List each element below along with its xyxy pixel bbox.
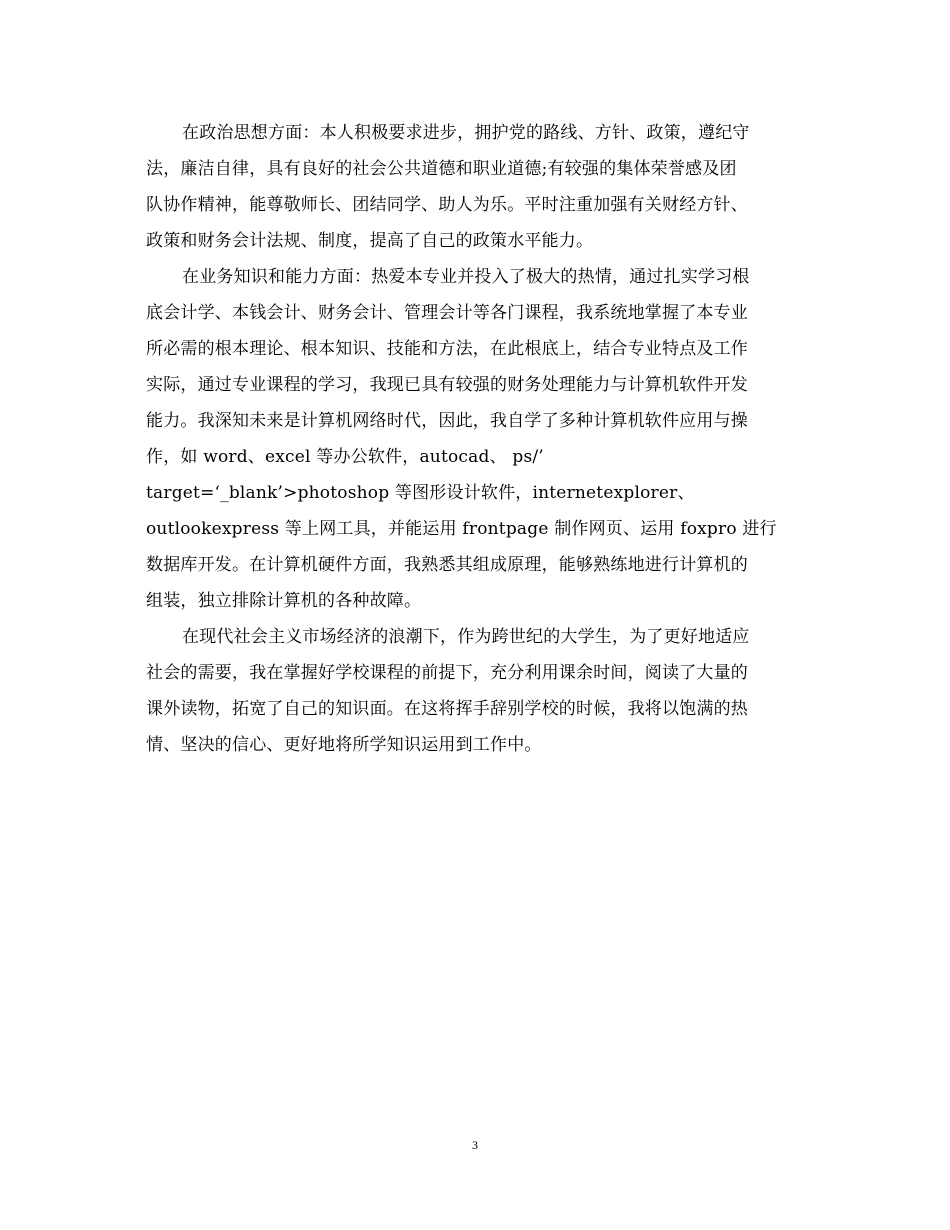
text-line: outlookexpress 等上网工具，并能运用 frontpage 制作网页、运用 foxpro 进行 <box>146 519 777 539</box>
text-line: 在业务知识和能力方面：热爱本专业并投入了极大的热情，通过扎实学习根 <box>182 267 750 287</box>
text-line: 数据库开发。在计算机硬件方面，我熟悉其组成原理，能够熟练地进行计算机的 <box>146 555 748 575</box>
text-line: 所必需的根本理论、根本知识、技能和方法，在此根底上，结合专业特点及工作 <box>146 339 748 359</box>
document-body <box>146 115 806 763</box>
text-line: 实际，通过专业课程的学习，我现已具有较强的财务处理能力与计算机软件开发 <box>146 375 748 395</box>
text-line: 底会计学、本钱会计、财务会计、管理会计等各门课程，我系统地掌握了本专业 <box>146 303 748 323</box>
text-line: 在政治思想方面：本人积极要求进步，拥护党的路线、方针、政策，遵纪守 <box>182 123 750 143</box>
text-line: 情、坚决的信心、更好地将所学知识运用到工作中。 <box>146 735 542 755</box>
text-line: 能力。我深知未来是计算机网络时代，因此，我自学了多种计算机软件应用与操 <box>146 411 748 431</box>
text-line: 队协作精神，能尊敬师长、团结同学、助人为乐。平时注重加强有关财经方针、 <box>146 195 748 215</box>
text-line: target=‘_blank’>photoshop 等图形设计软件，internetexplorer、 <box>146 483 695 503</box>
text-line: 作，如 word、excel 等办公软件，autocad、 ps/’ <box>146 447 544 467</box>
text-line: 法，廉洁自律，具有良好的社会公共道德和职业道德;有较强的集体荣誉感及团 <box>146 159 737 179</box>
text-line: 政策和财务会计法规、制度，提高了自己的政策水平能力。 <box>146 231 594 251</box>
text-line: 组装，独立排除计算机的各种故障。 <box>146 591 422 611</box>
paragraph-self-development <box>146 619 806 763</box>
paragraph-professional-ability <box>146 259 806 619</box>
page-number: 3 <box>472 1138 478 1152</box>
paragraph-political-thought <box>146 115 806 259</box>
text-line: 课外读物，拓宽了自己的知识面。在这将挥手辞别学校的时候，我将以饱满的热 <box>146 699 748 719</box>
text-line: 在现代社会主义市场经济的浪潮下，作为跨世纪的大学生，为了更好地适应 <box>182 627 750 647</box>
text-line: 社会的需要，我在掌握好学校课程的前提下，充分利用课余时间，阅读了大量的 <box>146 663 748 683</box>
